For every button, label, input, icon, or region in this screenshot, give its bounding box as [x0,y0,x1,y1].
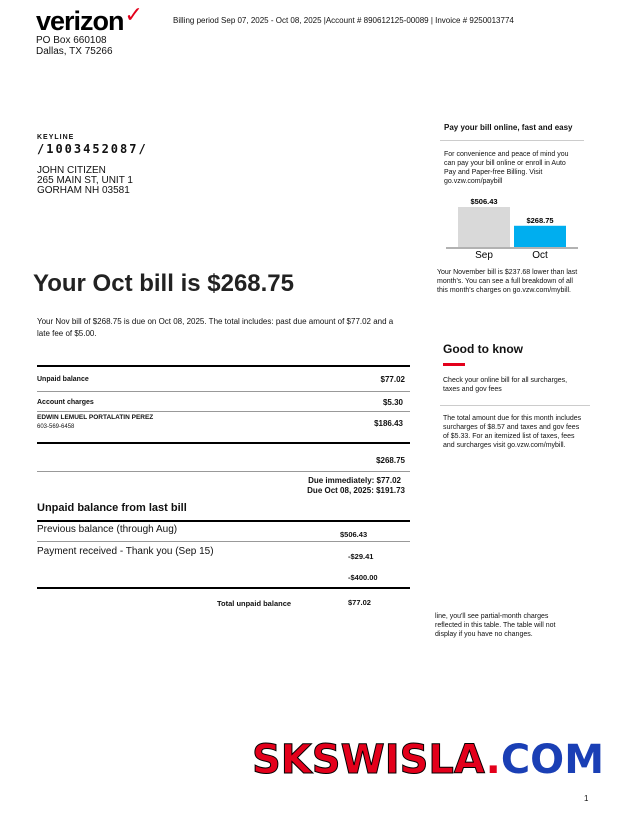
watermark-red: SKSWISLA [252,737,486,783]
unpaid-balance-label: Unpaid balance [37,376,89,383]
total-due-value: $268.75 [376,456,405,465]
pay-online-title: Pay your bill online, fast and easy [444,123,573,132]
data-label-oct: $268.75 [526,215,554,225]
bill-comparison-chart [444,192,584,264]
return-address-line2: Dallas, TX 75266 [36,46,113,57]
unpaid-balance-value: $77.02 [380,375,405,384]
divider [37,411,410,412]
page-number: 1 [584,794,589,803]
payment-received-value-2: -$400.00 [348,573,378,582]
logo-text: verizon [36,6,124,36]
line-charges-value: $186.43 [374,419,403,428]
keyline-code: /1003452087/ [37,142,148,156]
line-owner-name: EDWIN LEMUEL PORTALATIN PEREZ [37,414,154,421]
watermark [252,737,604,783]
line-phone-number: 603-569-6458 [37,424,75,430]
watermark-dot: . [485,737,501,783]
pay-online-text: For convenience and peace of mind you can pay your bill online or enroll in Auto Pay and Paper-free Billing. Visit go.vzw.com/paybill [444,151,569,185]
category-label-sep: Sep [475,250,493,261]
fees-text: The total amount due for this month includes surcharges of $8.57 and taxes and gov fees of $5.33. For an itemized list of taxes, fees and surcharges visit go.vzw.com/mybill. [443,415,582,449]
bar-sep [458,207,510,247]
bar-oct [514,226,566,247]
divider [37,587,410,589]
divider [37,365,410,367]
due-immediately: Due immediately: $77.02 [308,476,401,485]
data-label-sep: $506.43 [470,197,498,206]
category-label-oct: Oct [532,250,548,261]
return-address [36,35,113,57]
logo-check-icon: ✓ [124,2,142,27]
divider [37,471,410,472]
divider [440,140,584,141]
good-to-know-title: Good to know [443,342,523,356]
account-charges-value: $5.30 [382,398,403,407]
customer-address [37,166,133,196]
payment-received-label: Payment received - Thank you (Sep 15) [37,546,214,557]
partial-month-text: line, you'll see partial-month charges reflected in this table. The table will not display if you have no changes. [435,613,556,638]
watermark-blue: COM [500,737,604,783]
good-to-know-text: Check your online bill for all surcharges, taxes and gov fees [443,377,568,393]
unpaid-section-title: Unpaid balance from last bill [37,502,187,514]
customer-street: 265 MAIN ST, UNIT 1 [37,175,133,186]
divider [37,541,410,542]
previous-balance-label: Previous balance (through Aug) [37,524,178,535]
divider [37,520,410,522]
bill-summary: Your Nov bill of $268.75 is due on Oct 08, 2025. The total includes: past due amount of $77.02 and a late fee of $5.00. [37,317,394,338]
bill-title: Your Oct bill is $268.75 [33,270,294,297]
divider [37,391,410,392]
total-unpaid-value: $77.02 [348,598,371,607]
total-unpaid-label: Total unpaid balance [217,599,292,608]
customer-city: GORHAM NH 03581 [37,185,130,196]
accent-bar [443,363,465,366]
previous-balance-value: $506.43 [340,530,368,539]
comparison-text: Your November bill is $237.68 lower than last month's. You can see a full breakdown of all this month's charges on go.vzw.com/mybill. [437,269,578,294]
due-date: Due Oct 08, 2025: $191.73 [307,486,405,495]
return-address-line1: PO Box 660108 [36,35,107,46]
verizon-logo [36,2,142,37]
divider [440,405,590,406]
divider [37,442,410,444]
keyline-label: KEYLINE [37,134,75,141]
billing-period-info: Billing period Sep 07, 2025 - Oct 08, 2025 |Account # 890612125-00089 | Invoice # 9250013774 [173,16,514,25]
payment-received-value: -$29.41 [348,552,374,561]
account-charges-label: Account charges [37,399,94,406]
customer-name: JOHN CITIZEN [37,165,106,176]
